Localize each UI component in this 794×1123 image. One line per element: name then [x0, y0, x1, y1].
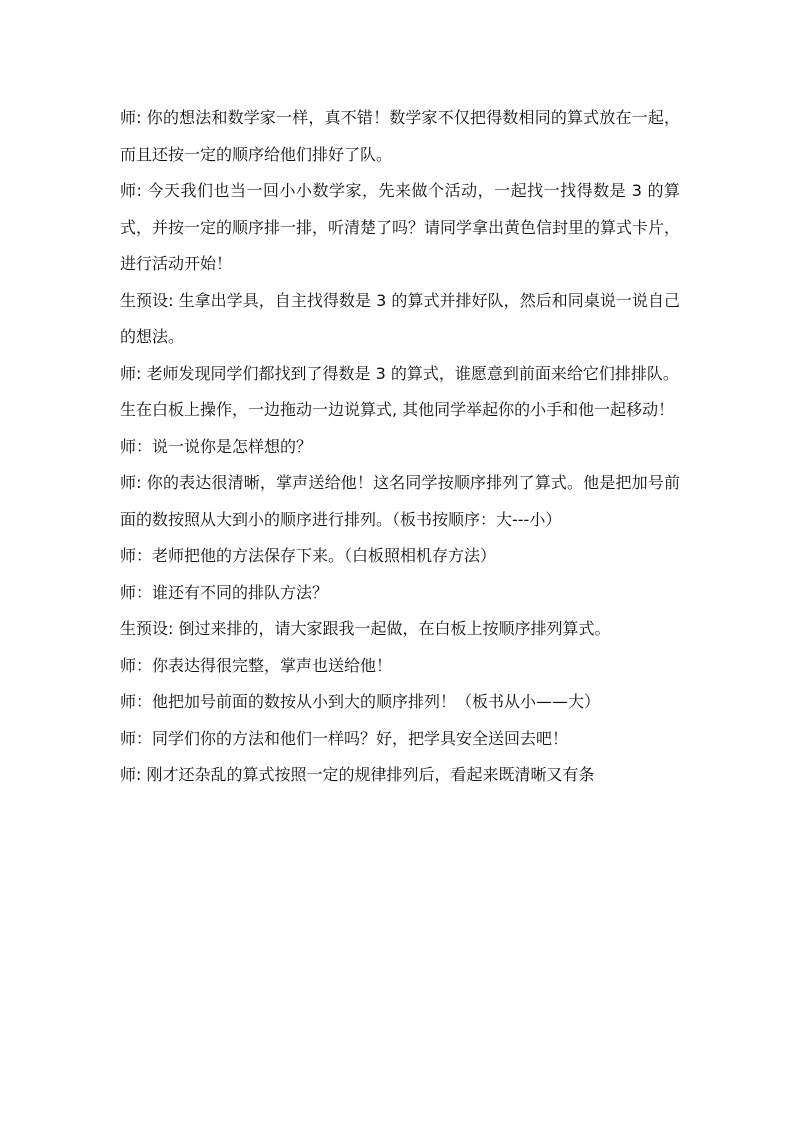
paragraph-9: 师：谁还有不同的排队方法？ [120, 582, 329, 602]
paragraph-11: 师：你表达得很完整，掌声也送给他！ [120, 655, 393, 675]
paragraph-7: 师: 你的表达很清晰，掌声送给他！这名同学按顺序排列了算式。他是把加号前面的数按照从大到小的顺序进行排列。（板书按顺序：大---小） [120, 473, 680, 529]
paragraph-2: 师: 今天我们也当一回小小数学家，先来做个活动，一起找一找得数是 3 的算式，并按一定的顺序排一排，听清楚了吗？请同学拿出黄色信封里的算式卡片，进行活动开始！ [120, 181, 681, 273]
paragraph-12: 师：他把加号前面的数按从小到大的顺序排列！（板书从小——大） [120, 692, 601, 711]
paragraph-10: 生预设: 倒过来排的，请大家跟我一起做，在白板上按顺序排列算式。 [120, 619, 611, 638]
paragraph-6: 师：说一说你是怎样想的？ [120, 436, 313, 456]
paragraph-13: 师：同学们你的方法和他们一样吗？好，把学具安全送回去吧！ [120, 728, 569, 748]
paragraph-3: 生预设: 生拿出学具，自主找得数是 3 的算式并排好队，然后和同桌说一说自己的想法。 [120, 290, 680, 346]
paragraph-5: 生在白板上操作，一边拖动一边说算式, 其他同学举起你的小手和他一起移动！ [120, 400, 675, 419]
document-body [120, 100, 680, 794]
paragraph-14: 师: 刚才还杂乱的算式按照一定的规律排列后，看起来既清晰又有条 [120, 765, 595, 784]
paragraph-8: 师：老师把他的方法保存下来。（白板照相机存方法） [120, 546, 497, 565]
paragraph-4: 师: 老师发现同学们都找到了得数是 3 的算式，谁愿意到前面来给它们排排队。 [120, 363, 679, 383]
paragraph-1: 师: 你的想法和数学家一样，真不错！数学家不仅把得数相同的算式放在一起，而且还按一定的顺序给他们排好了队。 [120, 108, 680, 164]
